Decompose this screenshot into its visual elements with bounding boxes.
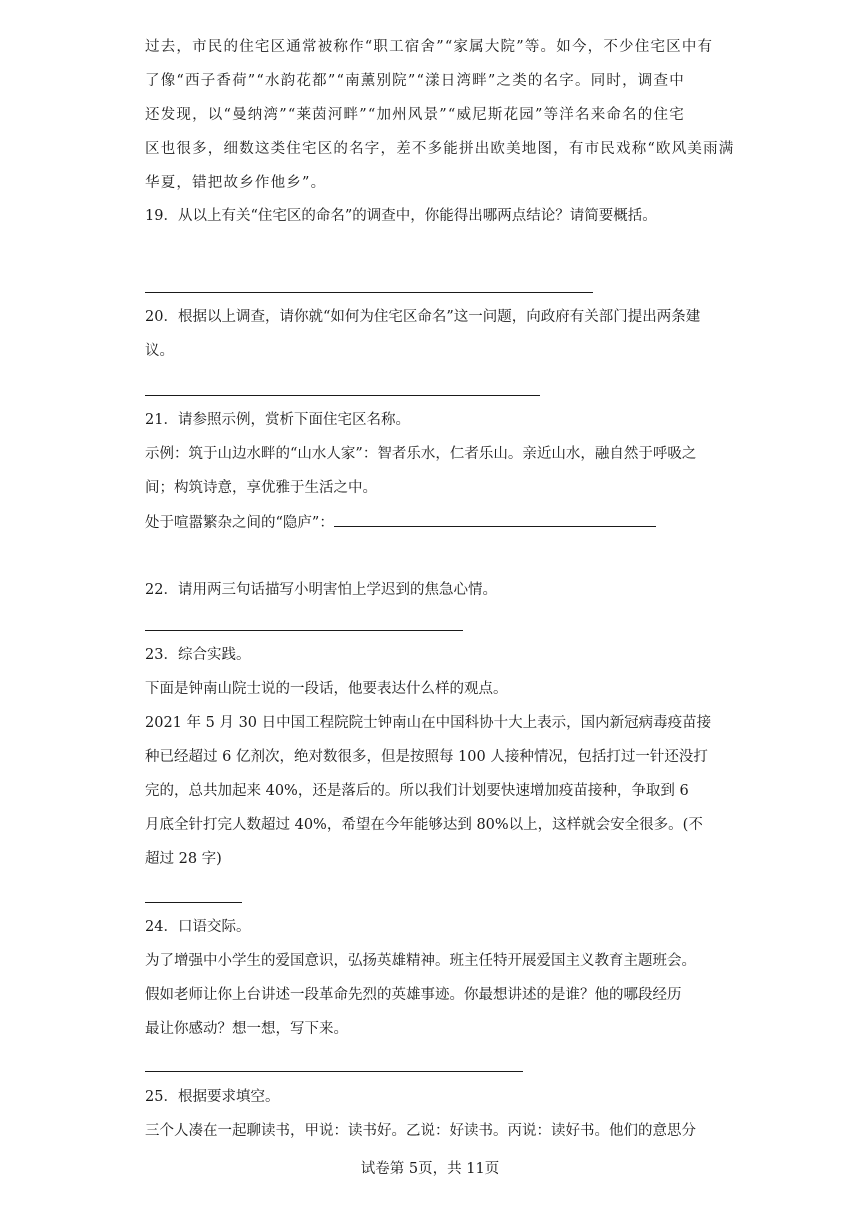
question-23-text: 超过 28 字)	[145, 851, 222, 867]
question-24-text: 最让你感动？想一想，写下来。	[145, 1021, 348, 1037]
answer-line-22[interactable]	[145, 630, 463, 631]
question-23-intro: 下面是钟南山院士说的一段话，他要表达什么样的观点。	[145, 681, 508, 697]
question-23-text: 种已经超过 6 亿剂次，绝对数很多，但是按照每 100 人接种情况，包括打过一针还没打	[145, 749, 708, 765]
question-23-text: 完的，总共加起来 40%，还是落后的。所以我们计划要快速增加疫苗接种，争取到 6	[145, 783, 689, 799]
page-footer: 试卷第 5页，共 11页	[360, 1161, 500, 1177]
passage-line: 区也很多，细数这类住宅区的名字，差不多能拼出欧美地图，有市民戏称“欧风美雨满	[145, 141, 735, 157]
question-23-text: 月底全针打完人数超过 40%，希望在今年能够达到 80%以上，这样就会安全很多。(不	[145, 817, 703, 833]
question-23-text: 2021 年 5 月 30 日中国工程院院士钟南山在中国科协十大上表示，国内新冠病毒疫苗接	[145, 715, 712, 731]
question-23: 23．综合实践。	[145, 647, 251, 663]
question-20-cont: 议。	[145, 343, 174, 359]
question-21: 21．请参照示例，赏析下面住宅区名称。	[145, 412, 410, 428]
passage-line: 还发现，以“曼纳湾”“莱茵河畔”“加州风景”“威尼斯花园”等洋名来命名的住宅	[145, 107, 685, 123]
answer-line-21[interactable]	[334, 512, 656, 527]
question-21-example: 示例：筑于山边水畔的“山水人家”：智者乐水，仁者乐山。亲近山水，融自然于呼吸之	[145, 446, 697, 462]
question-21-prompt	[145, 512, 656, 533]
answer-line-20[interactable]	[145, 395, 540, 396]
question-25: 25．根据要求填空。	[145, 1089, 280, 1105]
passage-line: 华夏，错把故乡作他乡”。	[145, 175, 327, 191]
answer-line-24[interactable]	[145, 1071, 523, 1072]
answer-line-19[interactable]	[145, 292, 593, 293]
question-19: 19．从以上有关“住宅区的命名”的调查中，你能得出哪两点结论？请简要概括。	[145, 208, 657, 224]
question-24-text: 为了增强中小学生的爱国意识，弘扬英雄精神。班主任特开展爱国主义教育主题班会。	[145, 953, 696, 969]
question-25-text: 三个人凑在一起聊读书，甲说：读书好。乙说：好读书。丙说：读好书。他们的意思分	[145, 1123, 696, 1139]
question-21-example-cont: 间；构筑诗意，享优雅于生活之中。	[145, 480, 377, 496]
question-24: 24．口语交际。	[145, 919, 251, 935]
passage-line: 过去，市民的住宅区通常被称作“职工宿舍”“家属大院”等。如今，不少住宅区中有	[145, 39, 714, 55]
prompt-text: 处于喧嚣繁杂之间的“隐庐”：	[145, 515, 334, 531]
answer-line-23[interactable]	[145, 902, 242, 903]
question-22: 22．请用两三句话描写小明害怕上学迟到的焦急心情。	[145, 582, 497, 598]
passage-line: 了像“西子香荷”“水韵花都”“南薰别院”“漾日湾畔”之类的名字。同时，调查中	[145, 73, 685, 89]
question-24-text: 假如老师让你上台讲述一段革命先烈的英雄事迹。你最想讲述的是谁？他的哪段经历	[145, 987, 682, 1003]
question-20: 20．根据以上调查，请你就“如何为住宅区命名”这一问题，向政府有关部门提出两条建	[145, 309, 701, 325]
